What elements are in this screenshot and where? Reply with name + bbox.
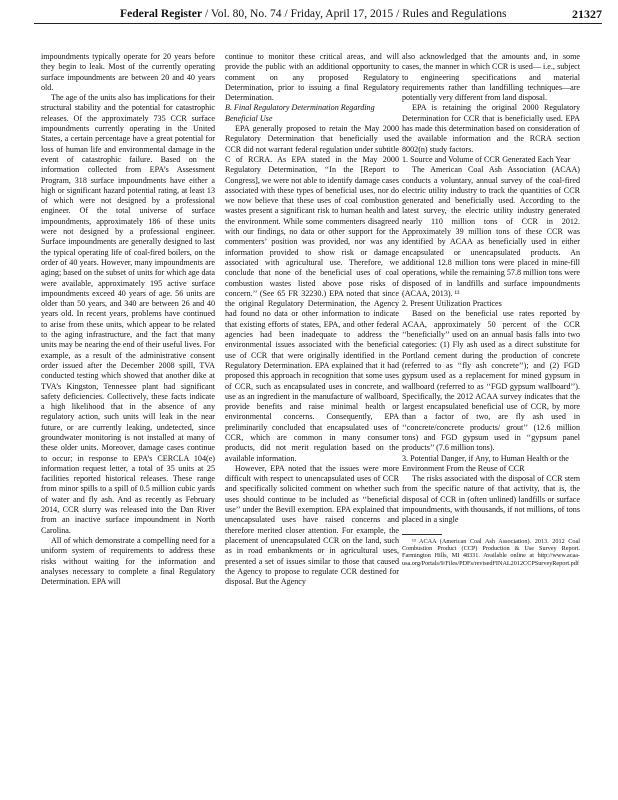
section-heading: B. Final Regulatory Determination Regarding Beneficial Use: [225, 103, 375, 123]
paragraph: Based on the beneficial use rates reported by ACAA, approximately 50 percent of the CCR ‘‘beneficially’’ used on an annual basis falls into two categories: (1) Fly ash used as a direct substitute for Portland cement during the production of concrete (referred to as ‘‘fly ash concrete’’); and (2) FGD gypsum used as a replacement for mined gypsum in wallboard (referred to as ‘‘FGD gypsum wallboard’’). Specifically, the 2012 ACAA survey indicates that the largest encapsulated beneficial use of CCR, by more than a factor of two, are fly ash used in ‘‘concrete/concrete products/ grout’’ (12.6 million tons) and FGD gypsum used in ‘‘gypsum panel products’’ (7.6 million tons).: [402, 309, 580, 453]
subsection-heading: 1. Source and Volume of CCR Generated Each Year: [402, 154, 571, 164]
issue-info: / Vol. 80, No. 74 / Friday, April 17, 2015 / Rules and Regulations: [205, 7, 507, 20]
journal-name: Federal Register: [120, 7, 203, 20]
paragraph: However, EPA noted that the issues were more difficult with respect to unencapsulated uses of CCR and specifically solicited comment on whether such uses should continue to be included as ‘‘beneficial use’’ under the Bevill exemption. EPA explained that unencapsulated uses have raised concerns and therefore merited closer attention. For example, the placement of unencapsulated CCR on the land, such as in road embankments or in agricultural uses, presented a set of issues similar to those that caused the Agency to propose to regulate CCR destined for disposal. But the Agency: [225, 463, 399, 587]
page-number: 21327: [572, 7, 602, 21]
paragraph: The age of the units also has implications for their structural stability and the potential for catastrophic releases. Of the approximately 735 CCR surface impoundments currently operating in the United States, a certain percentage have a great potential for loss of human life and environmental damage in the event of catastrophic failure. Based on the information collected from EPA’s Assessment Program, 318 surface impoundments have either a high or significant hazard potential rating, at least 13 of which were not designed by a professional engineer. Of the total universe of surface impoundments, approximately 186 of these units were not designed by a professional engineer. Surface impoundments are generally designed to last the typical operating life of coal-fired boilers, on the order of 40 years. However, many impoundments are aging; based on the subset of units for which age data were available, approximately 195 active surface impoundments exceed 40 years of age. 56 units are older than 50 years, and 340 are between 26 and 40 years old. In recent years, problems have continued to arise from these units, which appear to be related to the aging infrastructure, and the fact that many units may be nearing the end of their useful lives. For example, as a result of the administrative consent order issued after the December 2008 spill, TVA conducted testing which showed that another dike at TVA’s Kingston, Tennessee plant had significant safety deficiencies. Collectively, these facts indicate a high likelihood that in the absence of any regulatory action, such units will leak in the near future, or are currently leaking, undetected, since groundwater monitoring is not installed at many of these older units. Moreover, damage cases continue to occur; in response to EPA’s CERCLA 104(e) information request letter, a total of 35 units at 25 facilities reported historical releases. These range from minor spills to a spill of 0.5 million cubic yards of water and fly ash. And as recently as February 2014, CCR slurry was released into the Dan River from an inactive surface impoundment in North Carolina.: [41, 93, 215, 535]
paragraph: The risks associated with the disposal of CCR stem from the specific nature of that activity, that is, the disposal of CCR in (often unlined) landfills or surface impoundments, with thousands, if not millions, of tons placed in a single: [402, 474, 580, 525]
paragraph: also acknowledged that the amounts and, in some cases, the manner in which CCR is used— i.e., subject to engineering specifications and material requirements rather than landfilling techniques—are potentially very different from land disposal.: [402, 52, 580, 103]
paragraph: EPA is retaining the original 2000 Regulatory Determination for CCR that is beneficially used. EPA has made this determination based on consideration of the available information and the RCRA section 8002(n) study factors.: [402, 103, 580, 154]
column-3: [402, 52, 580, 567]
header-rule: [34, 23, 602, 24]
paragraph: All of which demonstrate a compelling need for a uniform system of requirements to address these risks without waiting for the information and analyses necessary to complete a final Regulatory Determination. EPA will: [41, 535, 215, 587]
paragraph: EPA generally proposed to retain the May 2000 Regulatory Determination that beneficially used CCR did not warrant federal regulation under subtitle C of RCRA. As EPA stated in the May 2000 Regulatory Determination, ‘‘In the [Report to Congress], we were not able to identify damage cases associated with these types of beneficial uses, nor do we now believe that these uses of coal combustion wastes present a significant risk to human health and the environment. While some commenters disagreed with our findings, no data or other support for the commenters’ position was provided, nor was any information provided to show risk or damage associated with agricultural use. Therefore, we conclude that none of the beneficial uses of coal combustion wastes listed above pose risks of concern.’’ (See 65 FR 32230.) EPA noted that since the original Regulatory Determination, the Agency had found no data or other information to indicate that existing efforts of states, EPA, and other federal agencies had been inadequate to address the environmental issues associated with the beneficial use of CCR that were originally identified in the Regulatory Determination. EPA explained that it had proposed this approach in recognition that some uses of CCR, such as encapsulated uses in concrete, and use as an ingredient in the manufacture of wallboard, provide benefits and raise minimal health or environmental concerns. Consequently, EPA preliminarily concluded that encapsulated uses of CCR, which are common in many consumer products, did not merit regulation based on the available information.: [225, 124, 399, 463]
header-title: [120, 7, 507, 20]
paragraph: The American Coal Ash Association (ACAA) conducts a voluntary, annual survey of the coal-fired electric utility industry to track the quantities of CCR generated and beneficially used. According to the latest survey, the electric utility industry generated nearly 110 million tons of CCR in 2012. Approximately 39 million tons of these CCR was identified by ACAA as beneficially used in either encapsulated or unencapsulated products. An additional 12.8 million tons were placed in mine-fill operations, while the remaining 57.8 million tons were disposed of in landfills and surface impoundments (ACAA, 2013). ¹³: [402, 165, 580, 298]
footnote-rule: [402, 534, 442, 535]
column-1: [41, 52, 215, 587]
paragraph: impoundments typically operate for 20 years before they begin to leak. Most of the currently operating surface impoundments are between 20 and 40 years old.: [41, 52, 215, 92]
subsection-heading: 2. Present Utilization Practices: [402, 299, 502, 309]
paragraph: continue to monitor these critical areas, and will provide the public with an additional opportunity to comment on any proposed Regulatory Determination, prior to issuing a final Regulatory Determination.: [225, 52, 399, 103]
column-2: [225, 52, 399, 587]
footnote: ¹³ ACAA (American Coal Ash Association). 2013. 2012 Coal Combustion Product (CCP) Production & Use Survey Report. Farmington Hills, MI 48331. Available online at http://www.acaa-usa.org/Portals/9/Files/PDFs/revisedFINAL2012CCPSurveyReport.pdf: [402, 537, 580, 567]
subsection-heading: 3. Potential Danger, if Any, to Human Health or the Environment From the Reuse of CCR: [402, 453, 569, 473]
